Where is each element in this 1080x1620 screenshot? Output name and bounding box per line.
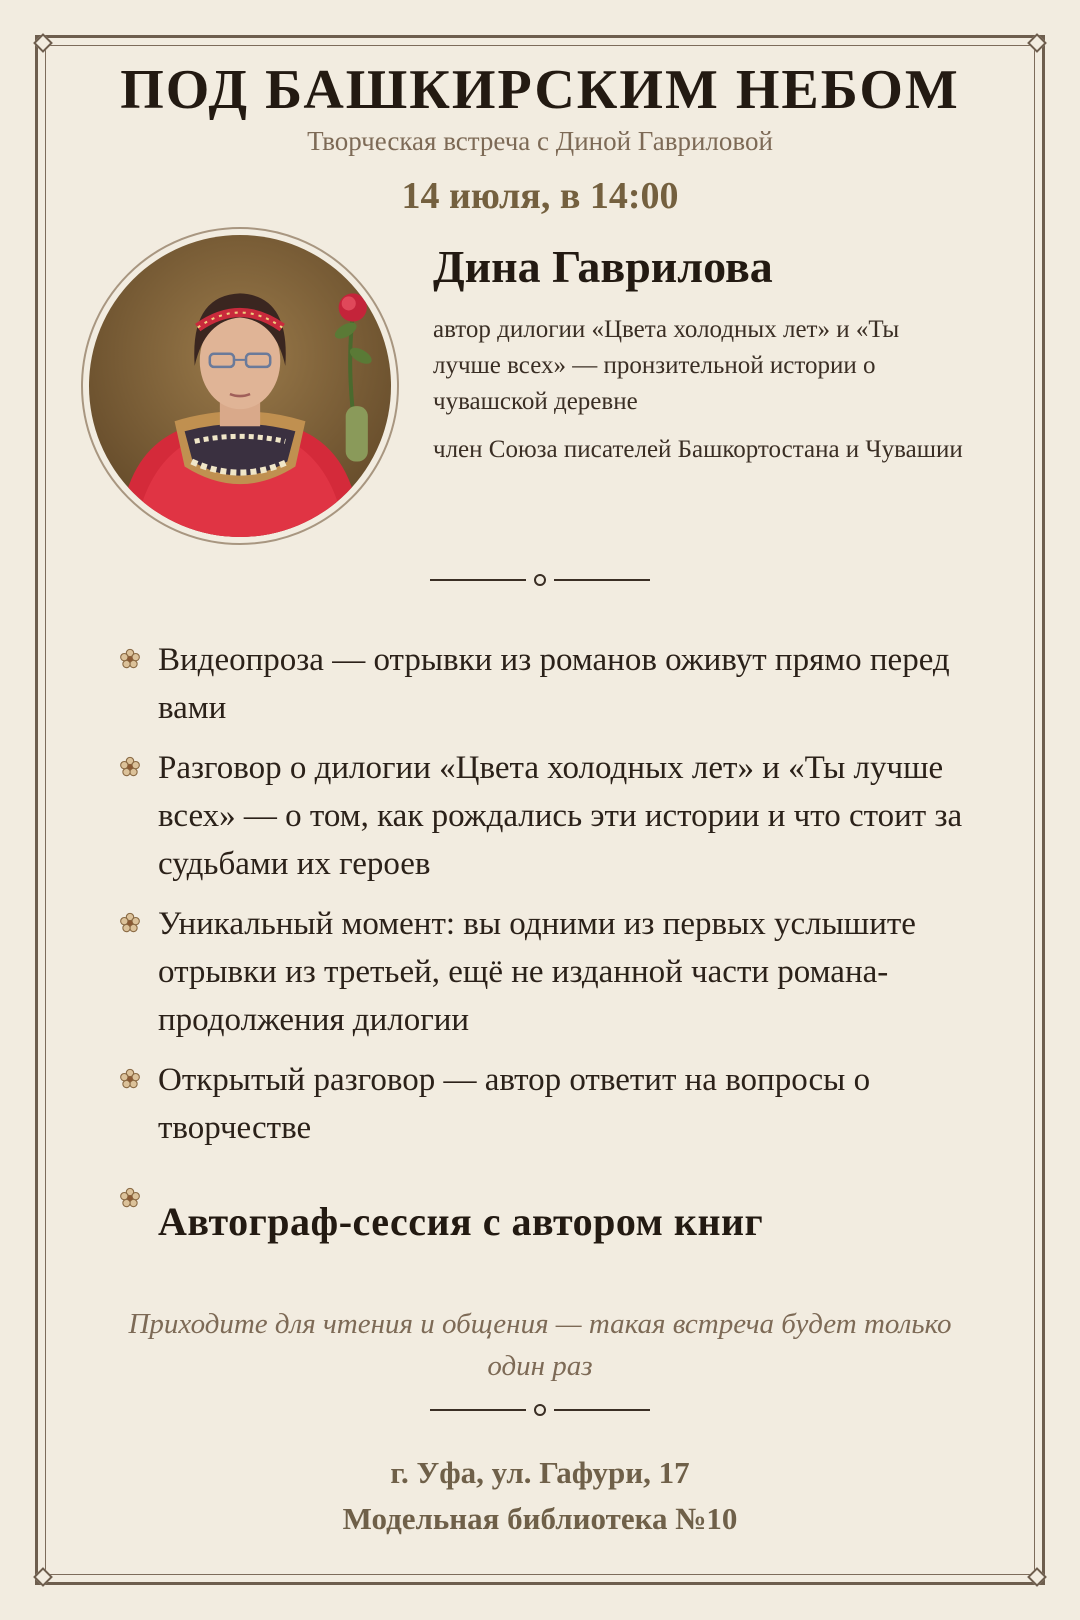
ornamental-divider: [430, 573, 650, 587]
flower-icon: [119, 756, 141, 778]
event-subtitle: Творческая встреча с Диной Гавриловой: [307, 126, 773, 156]
ornamental-divider: [430, 1403, 650, 1417]
autograph-session: Автограф-сессия с автором книг: [158, 1199, 764, 1244]
program-item-text: Видеопроза — отрывки из романов оживут прямо перед вами: [158, 642, 950, 726]
event-title: ПОД БАШКИРСКИМ НЕБОМ: [120, 59, 960, 121]
program-item: [115, 900, 975, 1044]
author-description: автор дилогии «Цвета холодных лет» и «Ты лучше всех» — пронзительной истории о чувашской деревне: [433, 316, 900, 415]
program-item-text: Открытый разговор — автор ответит на вопросы о творчестве: [158, 1062, 871, 1146]
program-item-text: Уникальный момент: вы одними из первых услышите отрывки из третьей, ещё не изданной части романа-продолжения дилогии: [158, 906, 916, 1038]
location: [60, 1450, 1020, 1542]
address: г. Уфа, ул. Гафури, 17: [390, 1455, 690, 1490]
flower-icon: [119, 648, 141, 670]
program-list: [115, 636, 975, 1164]
author-photo: [81, 227, 399, 545]
program-item: [115, 636, 975, 732]
event-date: 14 июля, в 14:00: [401, 175, 679, 217]
program-item: [115, 744, 975, 888]
author-name: Дина Гаврилова: [433, 241, 773, 292]
invitation-text: Приходите для чтения и общения — такая встреча будет только один раз: [128, 1308, 952, 1382]
venue: Модельная библиотека №10: [342, 1501, 738, 1536]
author-membership: член Союза писателей Башкортостана и Чувашии: [433, 436, 963, 463]
flower-icon: [119, 912, 141, 934]
author-portrait-icon: [89, 235, 391, 537]
flower-icon: [119, 1068, 141, 1090]
program-item: [115, 1056, 975, 1152]
program-item-text: Разговор о дилогии «Цвета холодных лет» и «Ты лучше всех» — о том, как рождались эти истории и что стоит за судьбами их героев: [158, 750, 963, 882]
flower-icon: [119, 1187, 141, 1209]
